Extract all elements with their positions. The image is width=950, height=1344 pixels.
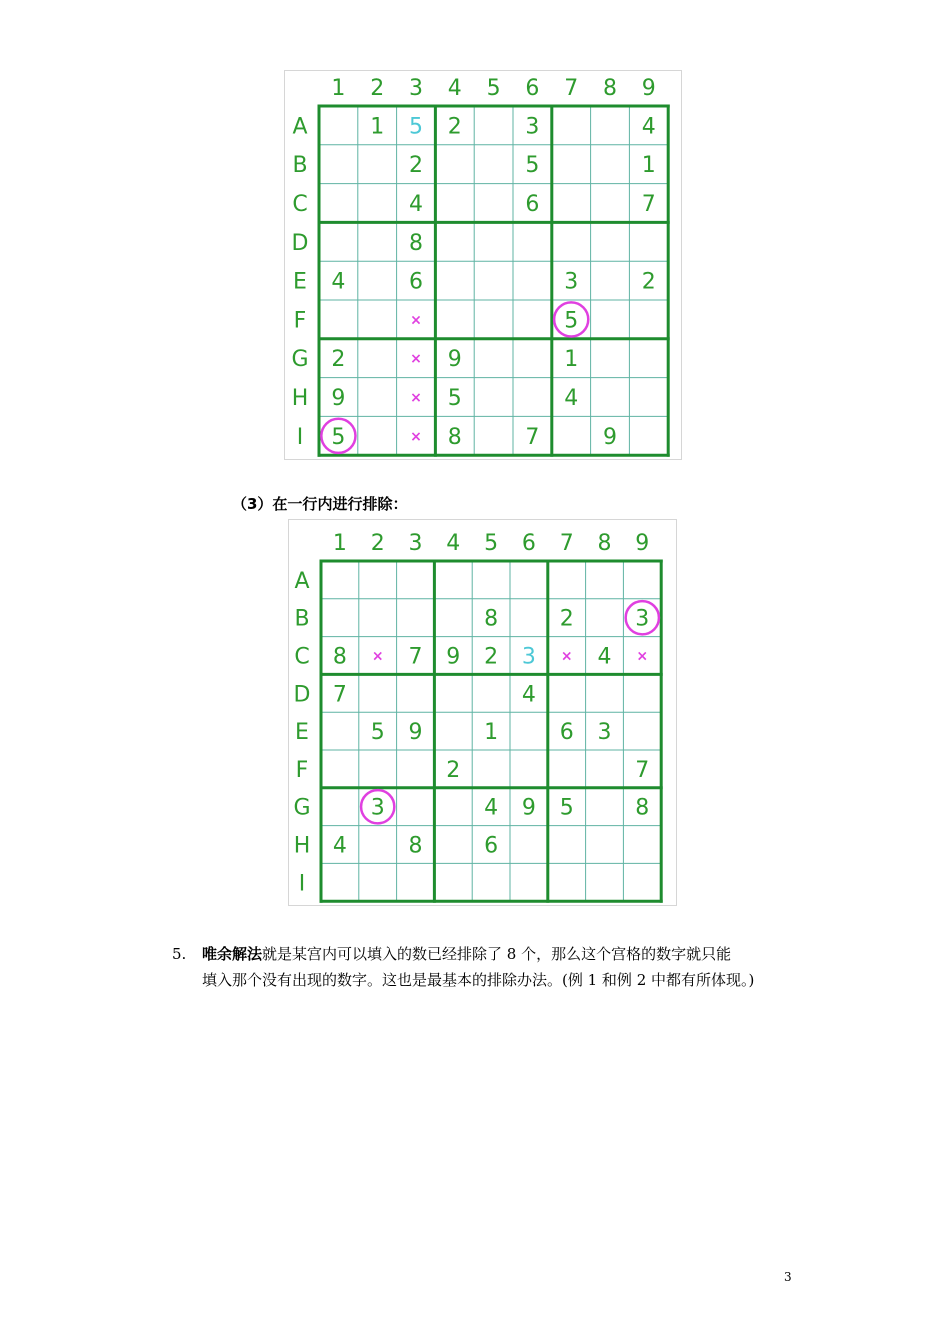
cell-digit: 5 xyxy=(525,153,540,179)
sudoku-grid-1 xyxy=(285,71,681,459)
cell-digit: 8 xyxy=(484,606,499,632)
cell-digit: 8 xyxy=(447,424,462,450)
col-label: 2 xyxy=(370,531,385,556)
cell-digit: 6 xyxy=(559,720,574,746)
sudoku-figure-2 xyxy=(288,519,677,906)
exclusion-mark: × xyxy=(371,648,384,665)
cell-digit: 9 xyxy=(603,424,617,450)
cell-digit: 1 xyxy=(641,153,656,179)
row-label: D xyxy=(293,682,311,708)
row-label: D xyxy=(291,230,309,256)
cell-digit: 9 xyxy=(447,347,462,373)
col-label: 8 xyxy=(603,76,617,101)
cell-digit: 8 xyxy=(408,833,423,859)
row-label: G xyxy=(293,795,311,821)
cell-digit: 6 xyxy=(484,833,499,859)
row-label: E xyxy=(293,269,307,295)
exclusion-mark: × xyxy=(410,351,422,368)
cell-digit: 4 xyxy=(332,833,347,859)
row-label: I xyxy=(296,424,304,450)
cell-digit: 5 xyxy=(331,424,346,450)
row-label: F xyxy=(295,757,309,783)
cell-digit: 2 xyxy=(446,757,461,783)
cell-digit: 2 xyxy=(447,114,462,140)
col-label: 7 xyxy=(564,76,579,101)
row-label: E xyxy=(295,720,309,746)
cell-digit: 4 xyxy=(564,386,579,411)
row-label: C xyxy=(292,192,308,217)
col-label: 8 xyxy=(597,531,612,556)
section-caption: （3）在一行内进行排除： xyxy=(232,495,408,513)
paragraph-line-2: 填入那个没有出现的数字。这也是最基本的排除办法。(例 1 和例 2 中都有所体现。) xyxy=(202,971,755,989)
cell-digit: 9 xyxy=(521,795,536,821)
bold-term: 唯余解法 xyxy=(202,945,263,963)
cell-digit: 4 xyxy=(597,644,612,670)
row-label: H xyxy=(293,833,311,859)
cell-digit: 3 xyxy=(635,606,650,632)
row-label: C xyxy=(294,644,310,670)
cell-digit: 2 xyxy=(484,644,499,670)
row-label: A xyxy=(294,568,310,594)
row-label: B xyxy=(292,153,308,179)
cell-digit: 6 xyxy=(525,192,540,217)
col-label: 6 xyxy=(525,76,540,101)
exclusion-mark: × xyxy=(636,648,649,665)
sudoku-figure-1 xyxy=(284,70,682,460)
cell-digit: 8 xyxy=(409,230,423,256)
cell-digit: 4 xyxy=(409,192,423,217)
cell-digit: 9 xyxy=(446,644,461,670)
cell-digit: 2 xyxy=(331,347,346,373)
cell-digit: 5 xyxy=(447,386,462,411)
cell-digit: 1 xyxy=(564,347,579,373)
cell-digit: 7 xyxy=(635,757,650,783)
cell-digit: 5 xyxy=(370,720,385,746)
cell-digit: 3 xyxy=(370,795,385,821)
row-label: H xyxy=(291,386,309,411)
col-label: 4 xyxy=(447,76,462,101)
cell-digit: 1 xyxy=(370,114,385,140)
cell-digit: 2 xyxy=(559,606,574,632)
col-label: 3 xyxy=(408,531,423,556)
highlighted-digit: 3 xyxy=(521,644,536,670)
col-label: 7 xyxy=(559,531,574,556)
col-label: 1 xyxy=(332,531,347,556)
exclusion-mark: × xyxy=(560,648,573,665)
cell-digit: 3 xyxy=(597,720,612,746)
cell-digit: 9 xyxy=(408,720,423,746)
row-label: B xyxy=(294,606,310,632)
sudoku-grid-2 xyxy=(289,520,676,905)
col-label: 6 xyxy=(521,531,536,556)
row-label: A xyxy=(292,114,308,140)
cell-digit: 4 xyxy=(521,682,536,708)
col-label: 4 xyxy=(446,531,461,556)
row-label: F xyxy=(293,308,307,334)
cell-digit: 4 xyxy=(484,795,499,821)
cell-digit: 7 xyxy=(332,682,347,708)
cell-digit: 2 xyxy=(409,153,423,179)
cell-digit: 8 xyxy=(332,644,347,670)
col-label: 2 xyxy=(370,76,385,101)
col-label: 5 xyxy=(486,76,501,101)
row-label: G xyxy=(291,347,309,373)
cell-digit: 8 xyxy=(635,795,650,821)
cell-digit: 5 xyxy=(559,795,574,821)
cell-digit: 7 xyxy=(525,424,540,450)
paragraph-line-1: 就是某宫内可以填入的数已经排除了 8 个，那么这个宫格的数字就只能 xyxy=(262,945,732,963)
exclusion-mark: × xyxy=(410,428,422,445)
col-label: 3 xyxy=(409,76,423,101)
cell-digit: 7 xyxy=(641,192,656,217)
col-label: 9 xyxy=(635,531,650,556)
row-label: I xyxy=(298,871,306,897)
cell-digit: 4 xyxy=(641,114,656,140)
cell-digit: 3 xyxy=(525,114,540,140)
cell-digit: 4 xyxy=(331,269,346,295)
cell-digit: 6 xyxy=(409,269,423,295)
page-number: 3 xyxy=(784,1270,792,1284)
cell-digit: 5 xyxy=(564,308,579,334)
cell-digit: 7 xyxy=(408,644,423,670)
exclusion-mark: × xyxy=(410,390,422,406)
paragraph-number: 5. xyxy=(172,945,187,963)
exclusion-mark: × xyxy=(410,312,422,329)
col-label: 9 xyxy=(641,76,656,101)
cell-digit: 1 xyxy=(484,720,499,746)
cell-digit: 2 xyxy=(641,269,656,295)
col-label: 1 xyxy=(331,76,346,101)
paragraph-5 xyxy=(172,941,812,993)
highlighted-digit: 5 xyxy=(409,114,423,140)
cell-digit: 9 xyxy=(331,386,346,411)
cell-digit: 3 xyxy=(564,269,579,295)
col-label: 5 xyxy=(484,531,499,556)
